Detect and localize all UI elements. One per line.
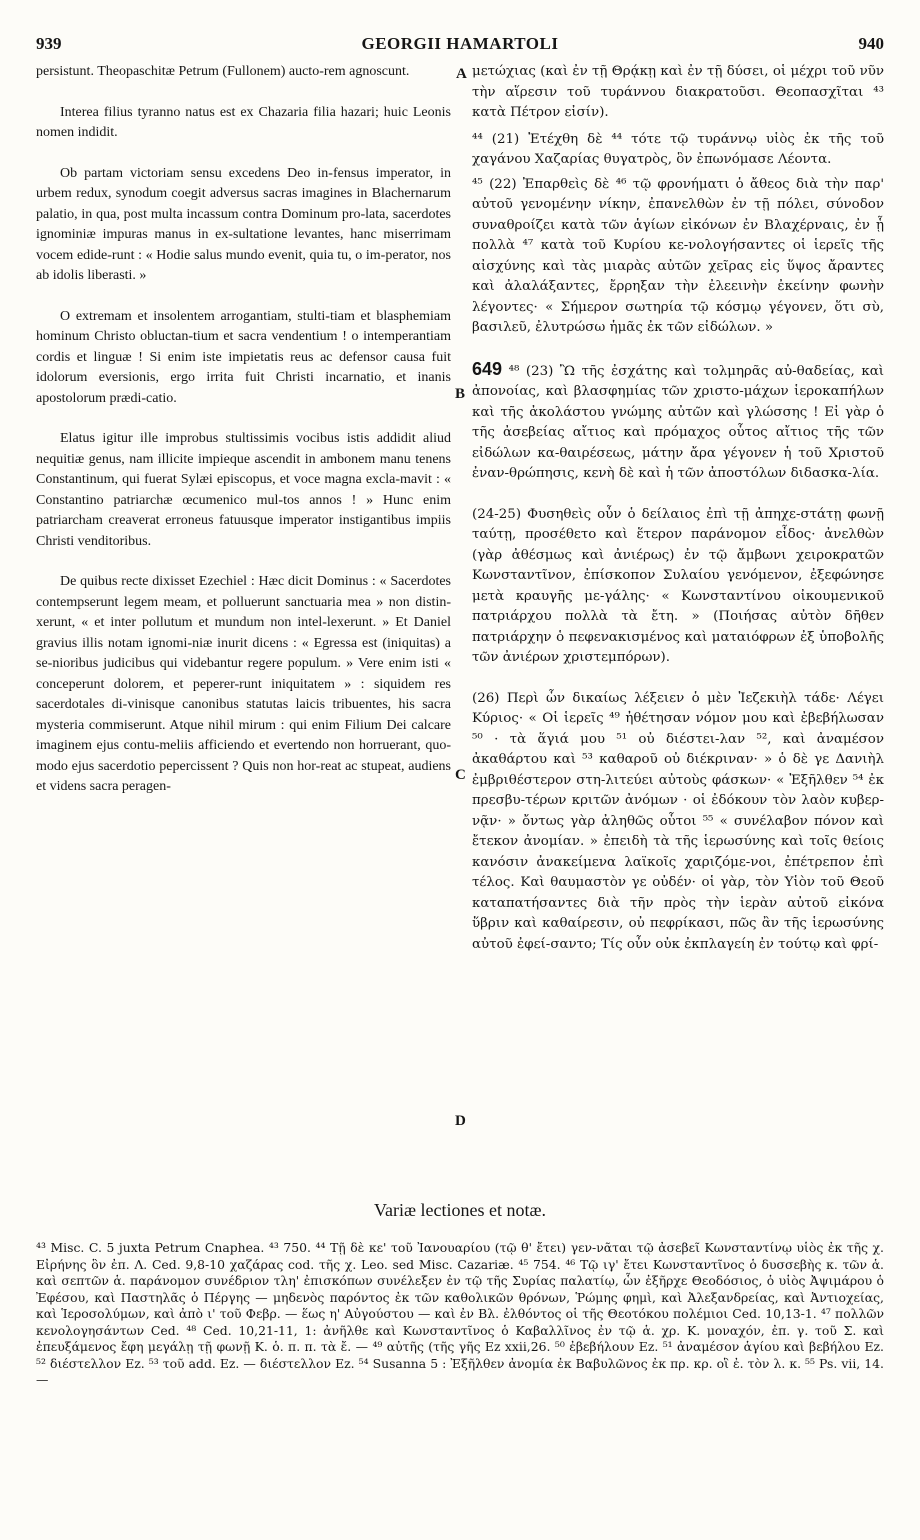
notes-title: Variæ lectiones et notæ. [374, 1200, 546, 1220]
margin-letter-b: B [455, 386, 466, 402]
greek-paragraph-text: ⁴⁸ (23) Ὢ τῆς ἐσχάτης καὶ τολμηρᾶς αὐ-θαδείας, καὶ ἀπονοίας, καὶ βλασφημίας τῶν χριστο-μάχων ἱεροκαπήλων καὶ τῆς ἀκολάστου γνώμης αὐτῶν καὶ γλώσσης ! Εἰ γὰρ ὁ τῆς ἀσεβείας αἴτιος καὶ πρόμαχος οὗτος αἴτιος τῆς τῶν εἰδώλων κα-θαιρέσεως, μάτην ἄρα γέγονεν ἡ τοῦ Χριστοῦ ἐναν-θρώπησις, κενὴ δὲ καὶ ἡ τῶν ἀποστόλων διδασκα-λία. [472, 363, 884, 481]
greek-paragraph: ⁴⁴ (21) Ἐτέχθη δὲ ⁴⁴ τότε τῷ τυράννῳ υἱὸς ἐκ τῆς τοῦ χαγάνου Χαζαρίας θυγατρὸς, ὃν ἐπωνόμασε Λέοντα. [472, 131, 884, 167]
latin-paragraph: De quibus recte dixisset Ezechiel : Hæc dicit Dominus : « Sacerdotes contempserunt legem meam, et polluerunt sanctuaria mea » non distin-xerunt, « et inter pollutum et mundum non intel-lexerunt. » Et Daniel gravius illis notam ignomi-niæ inurit dicens : « Egressa est (iniquitas) a se-nioribus judicibus qui videbantur regere populum. » Vere enim isti « conceperunt dolorem, et peperer-runt iniquitatem » : siquidem res sacerdotales di-vinisque canonibus statutas laicis tribuentes, his sacra mysteria commiserunt. Atque nihil mirum : qui enim Filium Dei calcare imaginem ejus contu-meliis afficiendo et evertendo non horruerant, quo-modo ejus sacerdotio pepercissent ? Quis non hor-reat ac stupeat, audiens et videns sacra peragen- [36, 574, 451, 794]
latin-paragraph: O extremam et insolentem arrogantiam, stulti-tiam et blasphemiam hominum Christo obluctan-tium et sacra vendentium ! o intemperantiam cordis et linguæ ! Si enim iste impietatis reus ac defensor causa fuit idolorum eversionis, ergo irrita fuit Christi incarnatio, et inanis apostolorum prædi-catio. [36, 308, 451, 406]
column-number-649: 649 [472, 358, 503, 379]
greek-column [472, 62, 884, 975]
latin-paragraph: persistunt. Theopaschitæ Petrum (Fullonem) aucto-rem agnoscunt. [36, 64, 410, 79]
latin-column [36, 62, 451, 818]
right-page-number: 940 [858, 34, 884, 53]
notes-text: ⁴³ Misc. C. 5 juxta Petrum Cnaphea. ⁴³ 750. ⁴⁴ Τῇ δὲ κε' τοῦ Ἰανουαρίου (τῷ θ' ἔτει) γεν-νᾶται τῷ ἀσεβεῖ Κωνσταντίνῳ υἱὸς ἐκ τῆς χ. Εἰρήνης ὃν ἐπ. Λ. Ced. 9,8-10 χαζάρας cod. τῆς χ. Leo. sed Misc. Cazariæ. ⁴⁵ 754. ⁴⁶ Τῷ ιγ' ἔτει Κωνσταντῖνος ὁ δυσσεβὴς κ. τῶν ἁ. καὶ σεπτῶν ἁ. παράνομον συνέδριον τλη' ἐπισκόπων συνέλεξεν ἐν τῷ τῆς Συρίας παλατίῳ, ὧν ἐξῆρχε Θεοδόσιος, ὁ υἱὸς Ἀψιμάρου ὁ Ἐφέσου, καὶ Παστηλᾶς ὁ Πέργης — μηδενὸς παρόντος ἐκ τῶν καθολικῶν θρόνων, Ῥώμης φημὶ, καὶ Ἀλεξανδρείας, καὶ Ἀντιοχείας, καὶ Ἱεροσολύμων, καὶ ἀπὸ ι' τοῦ Φεβρ. — ἕως η' Αὐγούστου — καὶ ἐν Βλ. ἐλθόντος οἱ τῆς Θεοτόκου πολέμιοι Ced. 10,13-1. ⁴⁷ πολλῶν κενολογησάντων Ced. ⁴⁸ Ced. 10,21-11, 1: ἀνῆλθε καὶ Κωνσταντῖνος ὁ Καβαλλῖνος ἐν τῷ ἁ. χρ. Κ. μοναχόν, ἐπ. γ. τοῦ Σ. καὶ ἐπευξάμενος ἔφη μεγάλῃ τῇ φωνῇ Κ. ὁ. π. π. τὰ ἔ. — ⁴⁹ αὐτῆς (τῆς γῆς Ez xxii,26. ⁵⁰ ἐβεβήλουν Ez. ⁵¹ ἀναμέσον ἁγίου καὶ βεβήλου Ez. ⁵² διέστελλον Ez. ⁵³ τοῦ add. Ez. — διέστελλον Ez. ⁵⁴ Susanna 5 : Ἐξῆλθεν ἀνομία ἐκ Βαβυλῶνος ἐκ πρ. κρ. οἳ ἐ. τὸν λ. κ. ⁵⁵ Ps. vii, 14. — [36, 1240, 884, 1387]
left-page-number: 939 [36, 34, 62, 53]
latin-paragraph: Interea filius tyranno natus est ex Chazaria filia hazari; huic Leonis nomen indidit. [36, 104, 451, 140]
greek-paragraph: ⁴⁵ (22) Ἐπαρθεὶς δὲ ⁴⁶ τῷ φρονήματι ὁ ἄθεος διὰ τὴν παρ' αὐτοῦ γενομένην νίκην, ἐπανελθὼν ἐν τῇ πόλει, σύνοδον συναθροίζει κατὰ τῶν ἁγίων εἰκόνων ἐν Βλαχέρναις, ἐν ᾗ πολλὰ ⁴⁷ κατὰ τοῦ Κυρίου κε-νολογήσαντες οἱ ἱερεῖς τῆς αἰσχύνης καὶ τὰς μιαρὰς αὐτῶν χεῖρας εἰς ὕψος ἄραντες καὶ ἀλαλάξαντες, ἔρρηξαν τὴν ἐλεεινὴν ἐκείνην φωνὴν λέγοντες· « Σήμερον σωτηρία τῷ κόσμῳ γέγονεν, ὅτι σὺ, βασιλεῦ, ἐλυτρώσω ἡμᾶς ἐκ τῶν εἰδώλων. » [472, 176, 884, 335]
greek-paragraph-with-page-mark [472, 359, 884, 485]
margin-letter-c: C [455, 767, 466, 783]
running-header [36, 34, 884, 58]
greek-paragraph: μετώχιας (καὶ ἐν τῇ Θρᾴκῃ καὶ ἐν τῇ δύσει, οἱ μέχρι τοῦ νῦν τὴν αἵρεσιν τοῦ τυράννου διακρατοῦσι. Θεοπασχῖται ⁴³ κατὰ Πέτρον εἰσίν). [472, 64, 884, 120]
margin-letter-d: D [455, 1113, 466, 1129]
latin-paragraph: Elatus igitur ille improbus stultissimis vocibus istis addidit aliud nequitiæ genus, nam illicite impieque ascendit in ambonem manu tenens Constantinum, qui fuerat Sylæi episcopus, et voce magna excla-mavit : « Constantino patriarchæ œcumenico mul-tos annos ! » Hunc enim patriarcham creaverat erroneus fatuusque imperator instigantibus impiis Christi venditoribus. [36, 431, 451, 549]
running-title: GEORGII HAMARTOLI [361, 34, 559, 53]
latin-paragraph: Ob partam victoriam sensu excedens Deo in-fensus imperator, in urbem redux, synodum coegit adversus sacras imagines in Blachernarum palatio, in qua, post multa incassum contra Dominum pro-lata, sacerdotes ignominiæ impuras manus in ex-sultatione levantes, hanc miserrimam vocem edide-runt : « Hodie salus mundo evenit, quia tu, o im-perator, nos ab idolis liberasti. » [36, 165, 451, 283]
margin-letter-a: A [456, 66, 467, 82]
greek-paragraph: (26) Περὶ ὧν δικαίως λέξειεν ὁ μὲν Ἰεζεκιὴλ τάδε· Λέγει Κύριος· « Οἱ ἱερεῖς ⁴⁹ ἠθέτησαν νόμον μου καὶ ἐβεβήλωσαν ⁵⁰ · τὰ ἅγιά μου ⁵¹ οὐ διέστει-λαν ⁵², καὶ ἀναμέσον ἀκαθάρτου καὶ ⁵³ καθαροῦ οὐ διέκριναν· » ὁ δὲ γε Δανιὴλ ἐμβριθέστερον στη-λιτεύει αὐτοὺς φάσκων· « Ἐξῆλθεν ⁵⁴ ἐκ πρεσβυ-τέρων κριτῶν ἀνόμων · οἱ ἐδόκουν τὸν λαὸν κυβερ-νᾷν· » ὄντως γὰρ ἀληθῶς οὗτοι ⁵⁵ « συνέλαβον πόνον καὶ ἔτεκον ἀνομίαν. » ἐπειδὴ τὰ τῆς ἱερωσύνης καὶ τοῖς θείοις κανόσιν ἀνακείμενα λαϊκοῖς χαριζόμε-νοι, ἐπέτρεπον ἐπὶ τέλος. Καὶ θαυμαστὸν γε οὐδέν· οἱ γὰρ, τὸν Υἱὸν τοῦ Θεοῦ καταπατήσαντες διὰ τῆν πρὸς τὴν ἱερὰν αὐτοῦ εἰκόνα ὕβριν καὶ καθαίρεσιν, οὐ πεφρίκασι, πῶς ἂν τῆς ἱερωσύνης αὐτοῦ ἐφεί-σαντο; Τίς οὖν οὐκ ἐκπλαγείη ἐν τούτῳ καὶ φρί- [472, 690, 884, 952]
greek-paragraph: (24-25) Φυσηθεὶς οὖν ὁ δείλαιος ἐπὶ τῇ ἀπηχε-στάτῃ φωνῇ ταύτῃ, προσέθετο καὶ ἕτερον παράνομον εἶδος· ἀνελθὼν (γὰρ ἀθέσμως καὶ ἀνιέρως) ἐν τῷ ἄμβωνι χειροκρατῶν Κωνσταντῖνον, ἐπίσκοπον Συλαίου γενόμενον, ἐξεφώνησε μετὰ κραυγῆς με-γάλης· « Κωνσταντίνου οἰκουμενικοῦ πατριάρχου πολλὰ τὰ ἔτη. » (Ποιήσας αὐτὸν δῆθεν πατριάρχην ὁ πεφενακισμένος καὶ ματαιόφρων ἐξ ὑποβολῆς τῶν ἀνιέρων χριστεμπόρων). [472, 506, 884, 665]
